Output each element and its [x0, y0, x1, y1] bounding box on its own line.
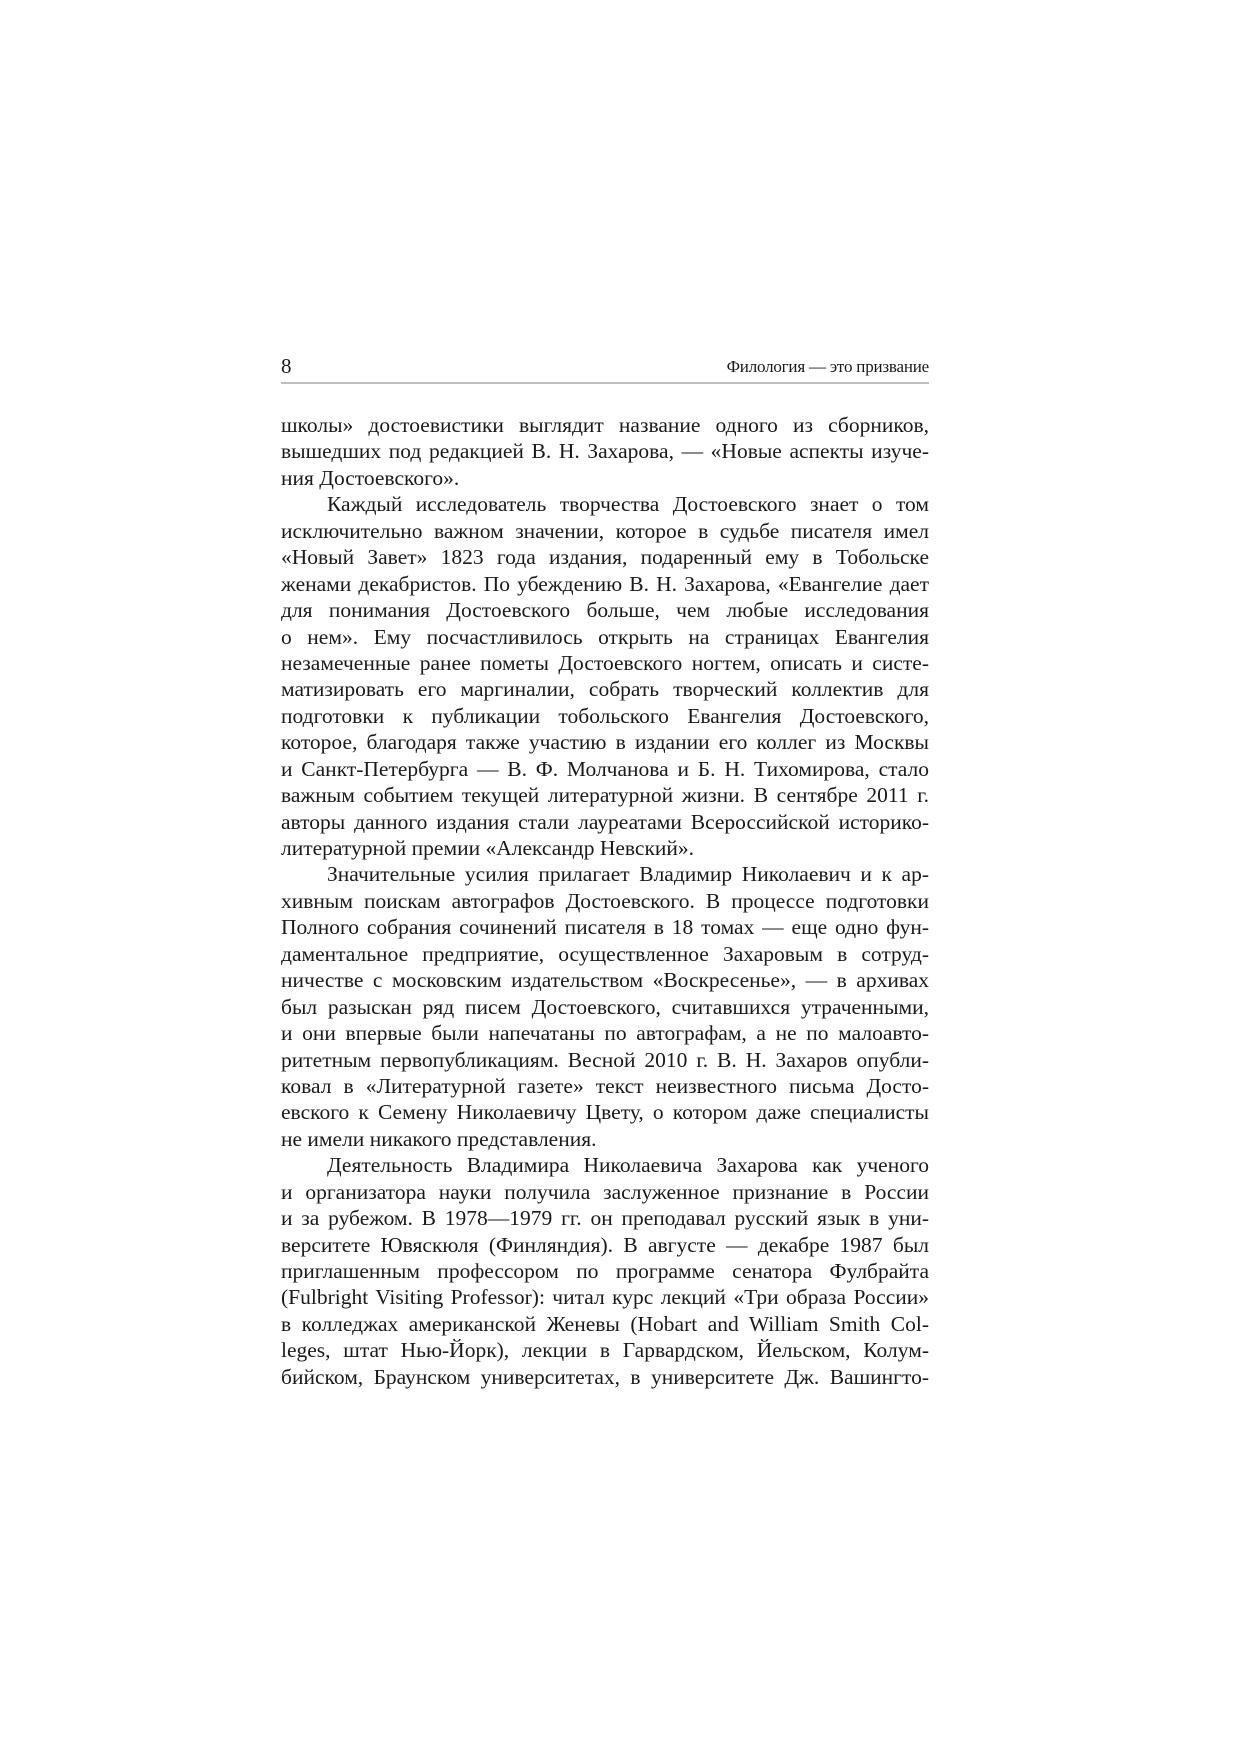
body-text — [281, 412, 929, 1390]
text-line: приглашенным профессором по программе сенатора Фулбрайта — [281, 1259, 929, 1283]
text-line: не имели никакого представления. — [281, 1126, 597, 1151]
text-line: даментальное предприятие, осуществленное Захаровым в сотруд- — [281, 941, 929, 966]
text-line: и за рубежом. В 1978—1979 гг. он преподавал русский язык в уни- — [281, 1206, 929, 1231]
text-line: ния Достоевского». — [281, 465, 460, 490]
text-line: Значительные усилия прилагает Владимир Николаевич и к ар- — [327, 862, 929, 887]
text-line: женами декабристов. По убеждению В. Н. Захарова, «Евангелие дает — [281, 571, 929, 596]
text-line: подготовки к публикации тобольского Евангелия Достоевского, — [281, 703, 929, 728]
text-line: о нем». Ему посчастливилось открыть на страницах Евангелия — [281, 624, 929, 649]
text-line: и они впервые были напечатаны по автографам, а не по малоавто- — [281, 1021, 929, 1046]
page-number: 8 — [281, 354, 292, 378]
text-line: Каждый исследователь творчества Достоевского знает о том — [327, 492, 929, 517]
text-line: хивным поискам автографов Достоевского. В процессе подготовки — [281, 888, 929, 913]
text-line: школы» достоевистики выглядит название одного из сборников, — [281, 413, 929, 437]
text-line: вышедших под редакцией В. Н. Захарова, — «Новые аспекты изуче- — [281, 439, 929, 464]
text-line: верситете Ювяскюля (Финляндия). В августе — декабре 1987 был — [281, 1232, 929, 1257]
text-line: Полного собрания сочинений писателя в 18 томах — еще одно фун- — [281, 915, 929, 940]
text-line: литературной премии «Александр Невский». — [281, 836, 695, 860]
text-line: ковал в «Литературной газете» текст неизвестного письма Досто- — [281, 1073, 929, 1098]
text-line: матизировать его маргиналии, собрать творческий коллектив для — [281, 677, 929, 702]
text-line: и Санкт-Петербурга — В. Ф. Молчанова и Б. Н. Тихомирова, стало — [281, 756, 929, 781]
text-line: незамеченные ранее пометы Достоевского ногтем, описать и систе- — [281, 650, 929, 675]
text-line: «Новый Завет» 1823 года издания, подаренный ему в Тобольске — [281, 545, 929, 570]
text-line: авторы данного издания стали лауреатами Всероссийской историко- — [281, 809, 929, 834]
text-line: евского к Семену Николаевичу Цвету, о котором даже специалисты — [281, 1100, 929, 1125]
text-line: исключительно важном значении, которое в судьбе писателя имел — [281, 518, 929, 543]
text-line: был разыскан ряд писем Достоевского, считавшихся утраченными, — [281, 994, 929, 1019]
text-line: leges, штат Нью-Йорк), лекции в Гарвардском, Йельском, Колум- — [281, 1338, 929, 1363]
text-line: Деятельность Владимира Николаевича Захарова как ученого — [327, 1153, 929, 1178]
text-line: в колледжах американской Женевы (Hobart and William Smith Col- — [281, 1311, 929, 1336]
text-line: ничестве с московским издательством «Воскресенье», — в архивах — [281, 968, 929, 993]
text-line: (Fulbright Visiting Professor): читал курс лекций «Три образа России» — [281, 1285, 929, 1310]
text-line: бийском, Браунском университетах, в университете Дж. Вашингто- — [281, 1364, 929, 1389]
running-head — [281, 350, 929, 384]
text-line: и организатора науки получила заслуженное признание в России — [281, 1179, 929, 1204]
text-line: которое, благодаря также участию в издании его коллег из Москвы — [281, 730, 929, 755]
running-title: Филология — это призвание — [726, 357, 929, 376]
text-line: важным событием текущей литературной жизни. В сентябре 2011 г. — [281, 783, 929, 808]
text-line: ритетным первопубликациям. Весной 2010 г. В. Н. Захаров опубли- — [281, 1047, 929, 1072]
text-line: для понимания Достоевского больше, чем любые исследования — [281, 598, 929, 623]
